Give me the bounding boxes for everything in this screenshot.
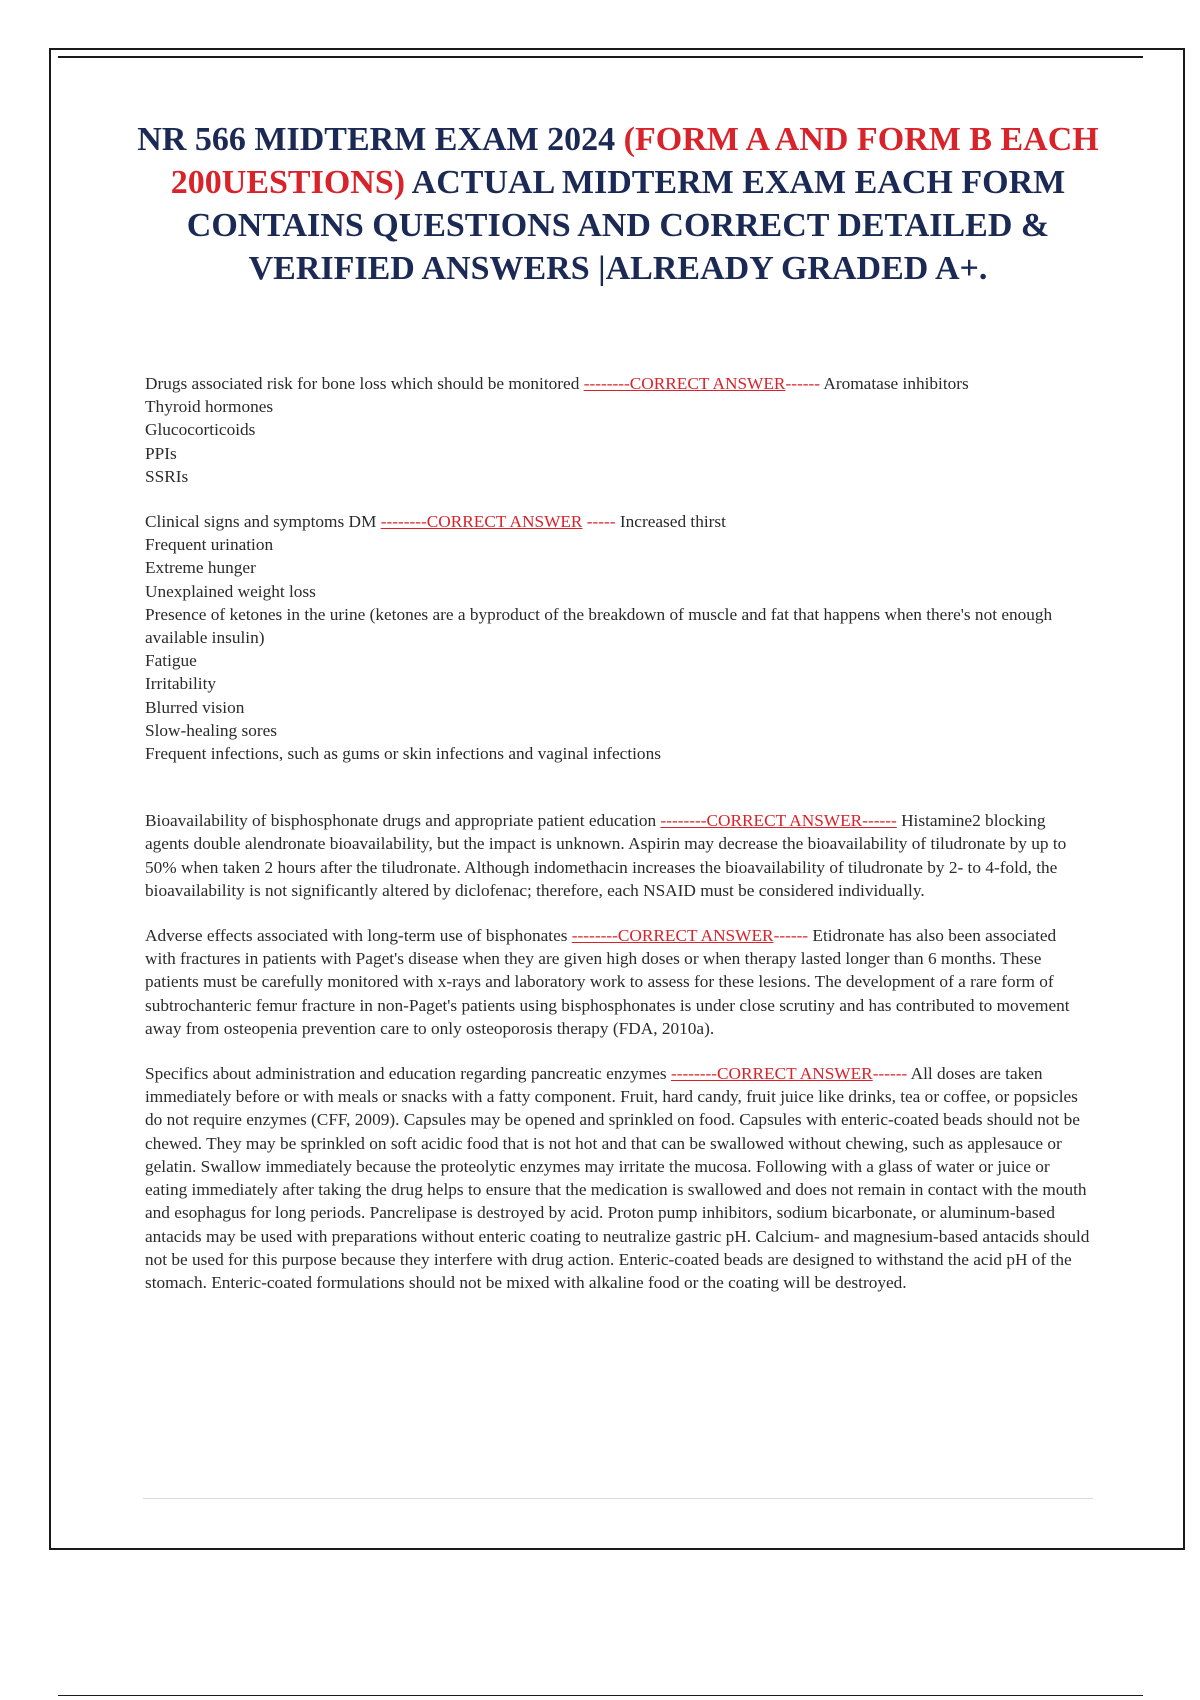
correct-answer-marker: --------CORRECT ANSWER------ — [660, 811, 897, 831]
qa-entry-bisphonate-adverse-effects — [145, 924, 1090, 1040]
top-rule — [58, 56, 1143, 58]
bottom-rule — [58, 1695, 1143, 1696]
qa-entry-pancreatic-enzymes — [145, 1062, 1090, 1294]
answer-line: Blurred vision — [145, 697, 245, 717]
title-part-1: NR 566 MIDTERM EXAM 2024 — [137, 121, 624, 158]
answer-text: All doses are taken immediately before or with meals or snacks with a fatty component. Fruit, hard candy, fruit juice like drinks, tea or coffee, or popsicles do not require enzymes (CFF, 2009). Capsules may be opened and sprinkled on food. Capsules with enteric-coated beads should not be chewed. They may be sprinkled on soft acidic food that is not hot and that can be swallowed without chewing, such as applesauce or gelatin. Swallow immediately because the proteolytic enzymes may irritate the mucosa. Following with a glass of water or juice or eating immediately after taking the drug helps to ensure that the medication is swallowed and does not remain in contact with the mouth and esophagus for long periods. Pancrelipase is destroyed by acid. Proton pump inhibitors, sodium bicarbonate, or aluminum-based antacids may be used with preparations without enteric coating to neutralize gastric pH. Calcium- and magnesium-based antacids should not be used for this purpose because they interfere with drug action. Enteric-coated beads are designed to withstand the acid pH of the stomach. Enteric-coated formulations should not be mixed with alkaline food or the coating will be destroyed. — [145, 1064, 1090, 1292]
answer-dashes: ------ — [872, 1064, 911, 1084]
answer-line: Frequent infections, such as gums or skin infections and vaginal infections — [145, 744, 661, 764]
answer-text: Histamine2 blocking agents double alendronate bioavailability, but the impact is unknown. Aspirin may decrease the bioavailability of tiludronate by up to 50% when taken 2 hours after the tiludronate. Although indomethacin increases the bioavailability of tiludronate by 2- to 4-fold, the bioavailability is not significantly altered by diclofenac; therefore, each NSAID must be considered individually. — [145, 811, 1067, 900]
correct-answer-marker: --------CORRECT ANSWER — [380, 512, 583, 532]
qa-list — [145, 372, 1090, 1316]
question-text: Bioavailability of bisphosphonate drugs and appropriate patient education — [145, 811, 661, 831]
question-text: Adverse effects associated with long-term use of bisphonates — [145, 926, 572, 946]
answer-line: Presence of ketones in the urine (ketones are a byproduct of the breakdown of muscle and fat that happens when there's not enough available insulin) — [145, 604, 1053, 648]
correct-answer-marker: --------CORRECT ANSWER — [583, 374, 786, 393]
qa-entry-dm-symptoms — [145, 510, 1090, 765]
footer-rule — [143, 1498, 1093, 1499]
correct-answer-marker: --------CORRECT ANSWER — [670, 1064, 873, 1084]
answer-line: Fatigue — [145, 651, 197, 671]
question-text: Specifics about administration and education regarding pancreatic enzymes — [145, 1064, 671, 1084]
question-text: Drugs associated risk for bone loss which should be monitored — [145, 374, 584, 393]
answer-dashes: ------ — [785, 374, 824, 393]
answer-text: Aromatase inhibitors — [823, 374, 969, 393]
answer-line: Glucocorticoids — [145, 420, 256, 440]
title-part-2-red: (FORM A AND FORM B EACH 200UESTIONS) — [170, 121, 1099, 201]
title-part-3: ACTUAL MIDTERM EXAM EACH FORM CONTAINS QUESTIONS AND CORRECT DETAILED & VERIFIED ANSWERS |ALREADY GRADED A+. — [186, 164, 1066, 287]
qa-entry-bone-loss — [145, 372, 1090, 488]
answer-dashes: ----- — [582, 512, 620, 532]
question-text: Clinical signs and symptoms DM — [145, 512, 381, 532]
answer-line: Frequent urination — [145, 535, 274, 555]
answer-line: Unexplained weight loss — [145, 581, 316, 601]
answer-line: Extreme hunger — [145, 558, 256, 578]
answer-line: SSRIs — [145, 466, 189, 486]
qa-entry-bisphosphonate-bioavailability — [145, 809, 1090, 902]
document-title — [120, 118, 1116, 290]
answer-line: PPIs — [145, 443, 177, 463]
correct-answer-marker: --------CORRECT ANSWER — [571, 926, 774, 946]
answer-line: Slow-healing sores — [145, 720, 277, 740]
answer-text: Etidronate has also been associated with fractures in patients with Paget's disease when they are given high doses or when therapy lasted longer than 6 months. These patients must be carefully monitored with x-rays and laboratory work to assess for these lesions. The development of a rare form of subtrochanteric femur fracture in non-Paget's patients using bisphosphonates is under close scrutiny and has contributed to movement away from osteopenia prevention care to only osteoporosis therapy (FDA, 2010a). — [145, 926, 1070, 1038]
answer-dashes: ------ — [773, 926, 813, 946]
answer-line: Thyroid hormones — [145, 397, 274, 417]
answer-text: Increased thirst — [619, 512, 726, 532]
answer-line: Irritability — [145, 674, 217, 694]
